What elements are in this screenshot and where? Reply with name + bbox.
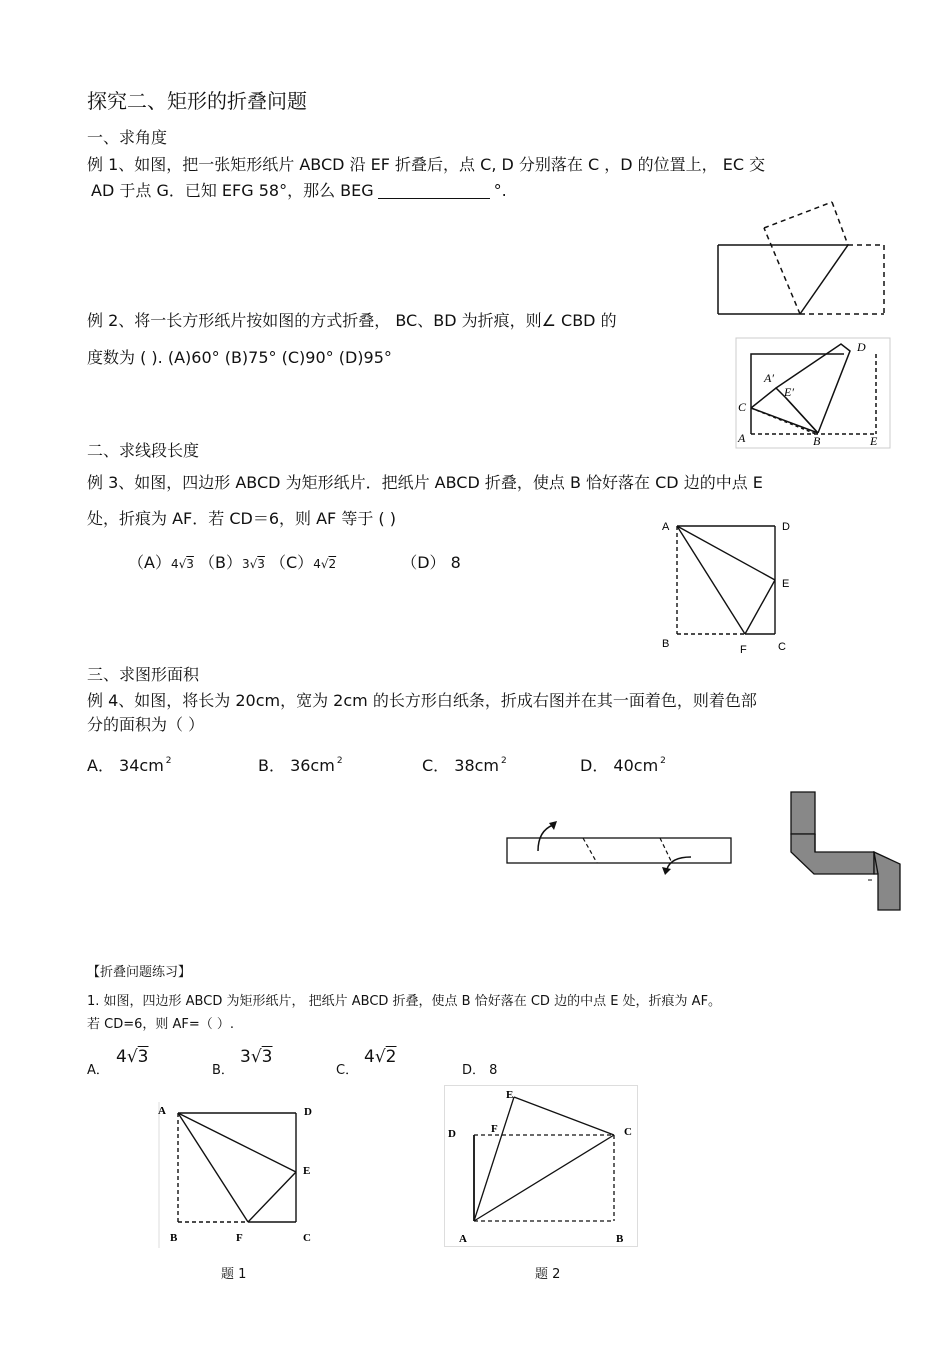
practice-figure-1 [154,1102,320,1248]
label-c: C [778,641,786,653]
example-1-figure [716,200,888,318]
section-heading-area: 三、求图形面积 [87,665,200,684]
practice-option-b-value: 3√3 [240,1047,273,1067]
degree-suffix: °. [493,181,507,200]
label-e: E [782,578,790,590]
practice-1-line-2: 若 CD=6，则 AF=（ ）. [87,1017,235,1032]
label-d: D [304,1106,312,1118]
example-4-line-2: 分的面积为（ ） [87,715,205,734]
option-b-value: 3√3 [241,557,265,571]
practice-option-a-value: 4√3 [116,1047,149,1067]
practice-option-b: B． [212,1063,234,1078]
answer-blank [378,184,490,199]
label-a-prime: A′ [764,371,774,385]
label-b: B [616,1233,624,1245]
label-e: E [303,1165,311,1177]
label-d: D [448,1128,456,1140]
example-3-line-1: 例 3、如图，四边形 ABCD 为矩形纸片．把纸片 ABCD 折叠，使点 B 恰好落在 CD 边的中点 E [87,473,763,492]
practice-option-c-value: 4√2 [364,1047,397,1067]
option-c-value: 4√2 [313,557,337,571]
label-a: A [459,1233,467,1245]
label-e: E [506,1089,514,1101]
option-b: （B） [198,553,242,572]
example-3-line-2: 处，折痕为 AF．若 CD＝6，则 AF 等于 ( ) [87,509,396,528]
label-a: A [158,1105,166,1117]
example-1-line-1: 例 1、如图，把一张矩形纸片 ABCD 沿 EF 折叠后，点 C, D 分别落在 C ，D 的位置上， EC 交 [87,155,766,174]
example-3-figure [660,518,800,658]
practice-figure-2 [444,1085,639,1248]
colored-fold-figure [788,790,903,915]
option-c: C． 38cm $^2$ [422,756,507,775]
example-2-line-2: 度数为 ( ). (A)60° (B)75° (C)90° (D)95° [87,348,392,367]
label-f: F [491,1123,498,1135]
label-a: A [738,431,746,445]
practice-option-c: C． [336,1063,359,1078]
label-c: C [303,1232,311,1244]
practice-1-line-1: 1. 如图，四边形 ABCD 为矩形纸片， 把纸片 ABCD 折叠，使点 B 恰好落在 CD 边的中点 E 处，折痕为 AF。 [87,994,722,1009]
figure-2-caption: 题 2 [535,1267,561,1282]
option-d: （D） 8 [401,553,461,572]
example-2-figure [736,338,890,448]
practice-option-d: D． 8 [462,1063,498,1078]
practice-option-a: A． [87,1063,109,1078]
section-heading-length: 二、求线段长度 [87,441,200,460]
option-b: B． 36cm $^2$ [258,756,343,775]
label-a: A [662,521,670,533]
option-a: （A） [128,553,171,572]
option-c: （C） [270,553,314,572]
section-heading-angle: 一、求角度 [87,128,168,147]
label-b: B [813,434,821,448]
option-a-value: 4√3 [170,557,194,571]
label-c: C [624,1126,632,1138]
label-d: D [857,340,866,354]
example-4-line-1: 例 4、如图，将长为 20cm，宽为 2cm 的长方形白纸条，折成右图并在其一面着色，则着色部 [87,691,757,710]
label-e: E [870,434,878,448]
label-b: B [662,638,670,650]
page-title: 探究二、矩形的折叠问题 [87,89,307,113]
example-3-options [128,555,461,571]
label-c: C [738,400,747,414]
paper-strip-figure [505,815,735,880]
practice-heading: 【折叠问题练习】 [87,965,192,980]
option-d: D． 40cm $^2$ [580,756,666,775]
example-1-text: AD 于点 G．已知 EFG 58°，那么 BEG [91,181,374,200]
label-f: F [740,644,747,656]
label-f: F [236,1232,243,1244]
label-d: D [782,521,790,533]
label-e-prime: E′ [784,385,794,399]
example-2-line-1: 例 2、将一长方形纸片按如图的方式折叠， BC、BD 为折痕，则∠ CBD 的 [87,311,617,330]
figure-1-caption: 题 1 [221,1267,247,1282]
option-a: A． 34cm $^2$ [87,756,172,775]
example-1-line-2 [91,183,507,199]
label-b: B [170,1232,178,1244]
